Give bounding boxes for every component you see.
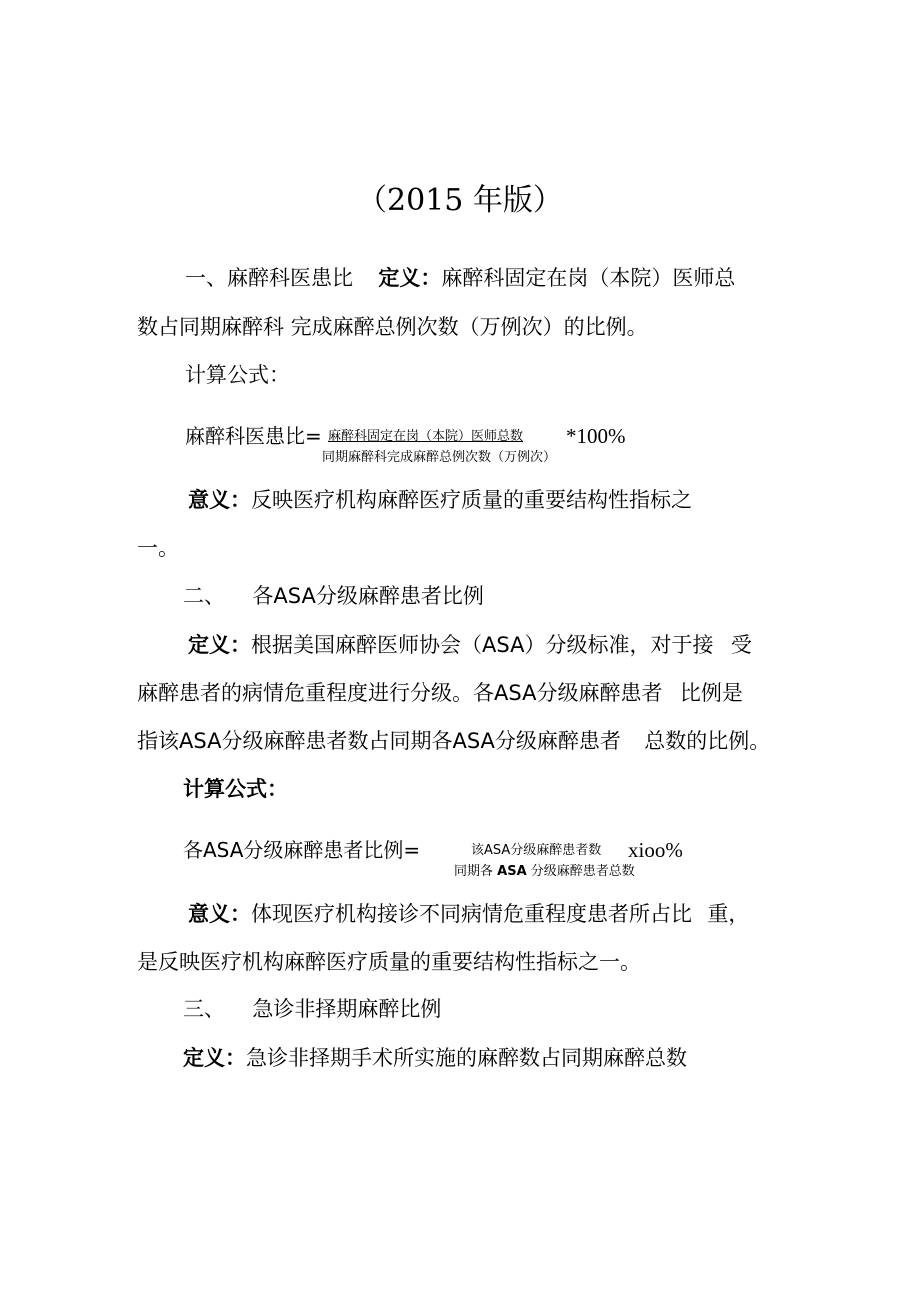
section-1-formula-multiplier: *100% [566,424,626,448]
section-3-definition-label: 定义： [183,1046,246,1070]
section-2-heading-text: 各ASA分级麻醉患者比例 [252,584,484,608]
section-2-heading-number: 二、 [183,584,225,608]
section-2-formula-denominator-b: ASA [497,864,527,879]
section-2-definition-text-1b: 受 [730,633,752,657]
section-1-formula-denominator: 同期麻醉科完成麻醉总例次数（万例次） [322,450,557,465]
section-2-definition-label: 定义： [188,633,251,657]
section-2-meaning-label: 意义： [188,902,251,926]
section-1-definition-text: 麻醉科固定在岗（本院）医师总 [441,266,736,290]
section-2-meaning-text-1b: 重， [707,902,750,926]
section-1-meaning-continued: 一。 [137,536,179,560]
section-3-definition-text: 急诊非择期手术所实施的麻醉数占同期麻醉总数 [246,1046,687,1070]
section-1-meaning-label: 意义： [188,488,251,512]
section-1-formula-numerator: 麻醉科固定在岗（本院）医师总数 [328,429,524,444]
section-1-heading: 一、麻醉科医患比 [185,266,353,290]
section-2-definition-line-2 [137,680,743,706]
section-2-meaning-text-1a: 体现医疗机构接诊不同病情危重程度患者所占比 [251,902,692,926]
section-2-definition-text-2a: 麻醉患者的病情危重程度进行分级。各ASA分级麻醉患者 [137,681,663,705]
section-2-formula-numerator: 该ASA分级麻醉患者数 [471,843,602,858]
section-1-definition-continued: 数占同期麻醉科 完成麻醉总例次数（万例次）的比例。 [137,315,648,339]
section-2-meaning-continued: 是反映医疗机构麻醉医疗质量的重要结构性指标之一。 [137,950,641,974]
section-1-definition-label: 定义： [378,266,442,290]
section-3-definition-line-1 [183,1045,687,1071]
section-2-formula-lhs: 各ASA分级麻醉患者比例= [183,838,421,862]
section-2-formula-multiplier: xioo% [628,838,683,862]
section-2-definition-line-3 [137,728,770,754]
section-3-heading [183,996,441,1022]
section-2-definition-text-3a: 指该ASA分级麻醉患者数占同期各ASA分级麻醉患者 [137,729,621,753]
section-2-formula-denominator-c: 分级麻醉患者总数 [530,864,635,879]
section-1-formula-label: 计算公式： [185,363,290,387]
section-3-heading-text: 急诊非择期麻醉比例 [252,997,442,1021]
section-1-line-1 [185,265,735,291]
section-2-definition-line-1 [188,632,752,658]
section-1-meaning-text: 反映医疗机构麻醉医疗质量的重要结构性指标之 [251,488,692,512]
section-1-formula-lhs: 麻醉科医患比= [185,424,322,448]
section-2-heading [183,583,484,609]
page-title: （2015 年版） [357,183,563,218]
section-2-definition-text-2b: 比例是 [679,681,743,705]
section-2-definition-text-1: 根据美国麻醉医师协会（ASA）分级标准，对于接 [251,633,714,657]
section-2-formula-label: 计算公式： [183,777,288,801]
section-2-formula-denominator-a: 同期各 [454,864,494,879]
section-2-formula-denominator [454,864,635,880]
section-2-definition-text-3b: 总数的比例。 [644,729,771,753]
section-3-heading-number: 三、 [183,997,225,1021]
section-1-meaning-line-1 [188,487,692,513]
section-2-meaning-line-1 [188,901,749,927]
